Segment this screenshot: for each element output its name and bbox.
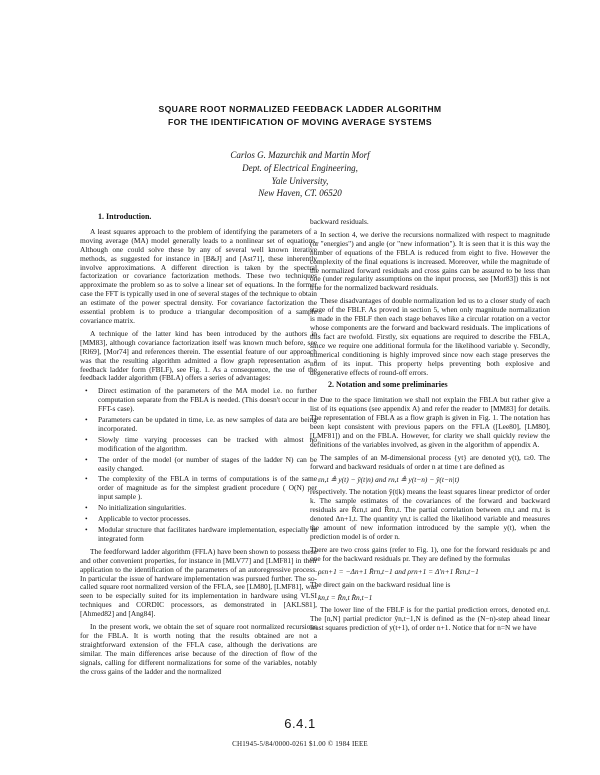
- advantage-item: • Direct estimation of the parameters of the MA model i.e. no further computation separate from the FBLA is needed. (This doesn't occur in the FFT-s case).: [80, 387, 317, 414]
- notation-paragraph-5: The direct gain on the backward residual line is: [310, 579, 451, 589]
- section-page-number: 6.4.1: [284, 716, 316, 731]
- intro-paragraph-4: In the present work, we obtain the set of square root normalized recursions for the FBLA. It is worth noting that the results obtained are not a straightforward extension of the FFLA case, although the derivations are similar. The main differences arise because of the direction of flow of the signals, calling for different normalizations for some of the variables, notably the cross gains of the ladder and the normalized: [80, 622, 317, 676]
- advantage-item: • The complexity of the FBLA in terms of computations is of the same order of magnitude as for the simplest gradient procedure ( O(N) per input sample ).: [80, 475, 317, 502]
- notation-paragraph-4: There are two cross gains (refer to Fig. 1), one for the forward residuals pε and one for the backward residuals pr. They are defined by the formulas: [310, 544, 550, 563]
- advantage-item: • Slowly time varying processes can be tracked with almost no modification of the algorithm.: [80, 436, 317, 454]
- advantage-item: • Parameters can be updated in time, i.e. as new samples of data are being incorporated.: [80, 416, 317, 434]
- notation-paragraph-1: Due to the space limitation we shall not explain the FBLA but rather give a list of its equations (see appendix A) and refer the reader to [MM83] for details. The representation of FBLA as a flow graph is given in Fig. 1. The notation has been kept consistent with previous papers on the FFLA ([Lee80], [LM80], [LMF81]) and on the FBLA. However, for clarity we shall quickly review the definitions of the variables involved, as given in the algorithm of appendix A.: [310, 395, 550, 449]
- intro-paragraph-2: A technique of the latter kind has been introduced by the authors in [MM83], although covariance factorization itself was known much before, see [Rl69], [Mor74] and references therein. The essential feature of our approach was that the resulting algorithm admitted a flow graph representation as a feedback ladder form (FBLF), see Fig. 1. As a consequence, the use of the feedback ladder algorithm (FBLA) offers a series of advantages:: [80, 328, 317, 383]
- cross-gains-equation: ρεn+1 = −Δn+1 R̂rn,t−1 and ρrn+1 = Δ'n+1 R̂εn,t−1: [318, 566, 479, 576]
- intro-paragraph-1: A least squares approach to the problem of identifying the parameters of a moving average (MA) model generally leads to a nonlinear set of equations. Although one could solve these by any of several well known iterative methods, as suggested for instance in [B&J] and [Ast71], these inherently involve approximations. A different direction is taken by the spectral factorization or covariance factorization methods. These two techniques approximate the problem so as to solve a linear set of equations. In the former case the FFT is typically used in one of several stages of the technique to obtain an estimate of the power spectral density. For covariance factorization the essential problem is to produce a triangular decomposition of a sample covariance matrix.: [80, 226, 317, 325]
- section4-summary-paragraph: In section 4, we derive the recursions normalized with respect to magnitude (or "energies") and angle (or "new information"). It is seen that it is this way the number of equations of the FBLA is reduced from eight to five. However the complexity of the final equations is increased. Moreover, while the magnitude of the normalized forward residuals and cross gains can be assured to be less than one (under regularity assumptions on the input process, see [Mor83]) this is not true for the normalized backward residuals.: [310, 229, 550, 293]
- author-block: [0, 149, 600, 200]
- section-heading-introduction: 1. Introduction.: [98, 212, 152, 221]
- advantages-list: [80, 387, 317, 544]
- right-column: [310, 218, 550, 637]
- direct-gain-equation: kn,t = R̂n,t R̂n,t−1: [318, 592, 373, 602]
- advantage-item: • The order of the model (or number of stages of the ladder N) can be easily changed.: [80, 456, 317, 474]
- notation-paragraph-2: The samples of an M-dimensional process {yt} are denoted y(t), t≥0. The forward and backward residuals of order n at time t are defined as: [310, 452, 550, 471]
- advantage-item: • Applicable to vector processes.: [80, 515, 317, 524]
- copyright-line: CH1945-5/84/0000-0261 $1.00 © 1984 IEEE: [232, 740, 368, 748]
- left-column: [80, 213, 317, 681]
- author-university: Yale University,: [271, 175, 329, 186]
- residuals-equation: εn,t ≜ y(t) − ŷ(t|n) and rn,t ≜ y(t−n) − ŷ(t−n|t): [318, 474, 460, 484]
- author-names: Carlos G. Mazurchik and Martin Morf: [230, 150, 370, 160]
- intro-paragraph-3: The feedforward ladder algorithm (FFLA) have been shown to possess these and other convenient properties, for instance in [MLV77] and [LMF81] in their application to the identification of the parameters of an autoregressive process. In particular the issue of hardware implementation was pursued further. The so-called square root normalized version of the FFLA, see [LM80], [LMF81], was seen to be especially suited for its implementation in hardware using VLSI techniques and CORDIC processors, as demonstrated in [AKLS81], [Ahmed82] and [Ang84].: [80, 546, 317, 619]
- section-heading-notation: 2. Notation and some preliminaries: [328, 380, 448, 390]
- author-address: New Haven, CT. 06520: [258, 188, 342, 199]
- section5-summary-paragraph: These disadvantages of double normalization led us to a closer study of each stage of the FBLF. As proved in section 5, when only magnitude normalization is made in the FBLF then each stage behaves like a circular rotation on a vector whose components are the forward and backward residuals. The implications of this fact are twofold. Firstly, six equations are required to describe the FBLA, since we require one additional formula for the likelihood variable γ. Secondly, numerical conditioning is highly improved since now each stage preserves the norm of its input. This property helps preventing both explosive and degenerative effects of round-off errors.: [310, 296, 550, 377]
- advantage-item: • Modular structure that facilitates hardware implementation, especially in integrated form: [80, 526, 317, 544]
- continued-paragraph: backward residuals.: [310, 217, 369, 226]
- paper-title-line-2: FOR THE IDENTIFICATION OF MOVING AVERAGE SYSTEMS: [168, 117, 432, 127]
- author-department: Dept. of Electrical Engineering,: [242, 162, 358, 173]
- advantage-item: • No initialization singularities.: [80, 504, 317, 513]
- notation-paragraph-3: respectively. The notation ŷ(t|k) means the least squares linear predictor of order k. The sample estimates of the covariances of the forward and backward residuals are R̂εn,t and R̂rn,t. The partial correlation between εn,t and rn,t is denoted Δn+1,t. The quantity γn,t is called the likelihood variable and measures the amount of new information introduced by the sample y(t), when the prediction model is of order n.: [310, 487, 550, 541]
- title-block: [0, 103, 600, 200]
- notation-paragraph-6: The lower line of the FBLF is for the partial prediction errors, denoted en,t. The [n,N] partial predictor ŷn,t−1,N is defined as the (N−n)-step ahead linear least squares prediction of y(t+1), of order n+1. Notice that for n=N we have: [310, 605, 550, 633]
- paper-title-line-1: SQUARE ROOT NORMALIZED FEEDBACK LADDER ALGORITHM: [158, 104, 442, 114]
